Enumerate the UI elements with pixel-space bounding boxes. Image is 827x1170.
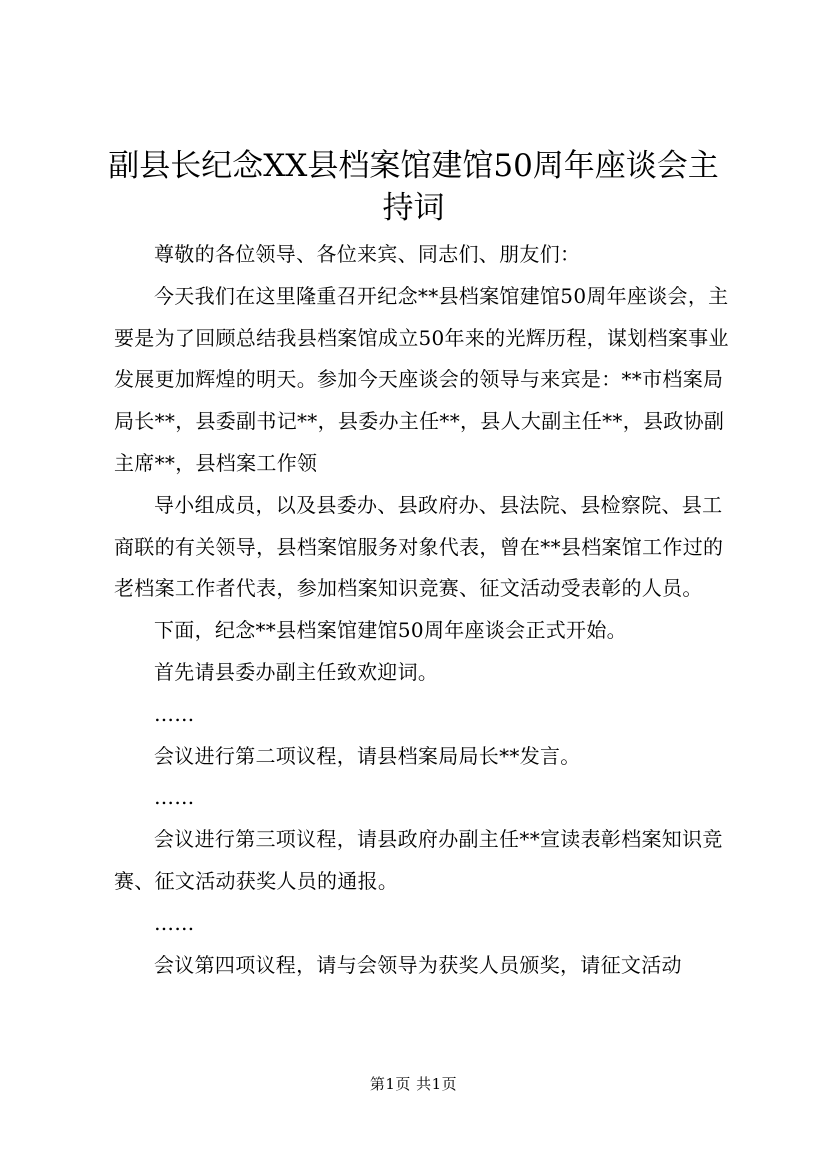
body-paragraph: 下面，纪念**县档案馆建馆50周年座谈会正式开始。 [154,618,627,643]
body-paragraph: 首先请县委办副主任致欢迎词。 [154,659,439,684]
body-paragraph: 会议进行第三项议程，请县政府办副主任**宣读表彰档案知识竞赛、征文活动获奖人员的通报。 [114,827,723,893]
body-paragraph: 会议第四项议程，请与会领导为获奖人员颁奖，请征文活动 [154,952,682,977]
ellipsis-paragraph: …… [154,910,195,935]
ellipsis-paragraph: …… [154,701,195,726]
salutation-paragraph: 尊敬的各位领导、各位来宾、同志们、朋友们： [154,242,581,266]
body-paragraph: 导小组成员，以及县委办、县政府办、县法院、县检察院、县工商联的有关领导，县档案馆服务对象代表，曾在**县档案馆工作过的老档案工作者代表，参加档案知识竞赛、征文活动受表彰的人员。 [114,492,724,601]
body-paragraph: 会议进行第二项议程，请县档案局局长**发言。 [154,743,581,768]
page-footer: 第1页 共1页 [369,1075,458,1093]
document-body [114,234,734,986]
ellipsis-paragraph: …… [154,785,195,810]
document-title: 副县长纪念XX县档案馆建馆50周年座谈会主持词 [108,148,719,226]
body-paragraph: 今天我们在这里隆重召开纪念**县档案馆建馆50周年座谈会，主要是为了回顾总结我县档案馆成立50年来的光辉历程，谋划档案事业发展更加辉煌的明天。参加今天座谈会的领导与来宾是：**市档案局局长**，县委副书记**，县委办主任**，县人大副主任**，县政协副主席**，县档案工作领 [114,283,729,475]
